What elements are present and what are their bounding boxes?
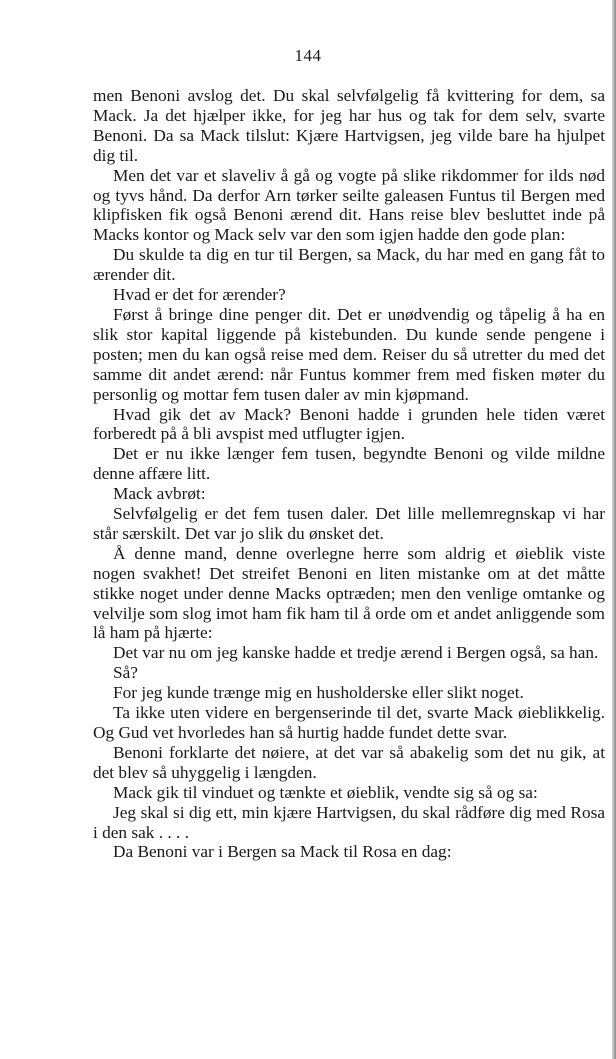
page-edge xyxy=(612,0,616,1059)
paragraph: Benoni forklarte det nøiere, at det var så abakelig som det nu gik, at det blev så uhyggelig i længden. xyxy=(93,742,605,782)
paragraph: men Benoni avslog det. Du skal selvfølgelig få kvittering for dem, sa Mack. Ja det hjælper ikke, for jeg har hus og tak for dem selv, svarte Benoni. Da sa Mack tilslut: Kjære Hartvigsen, jeg vilde bare ha hjulpet dig til. xyxy=(93,86,605,165)
paragraph: Da Benoni var i Bergen sa Mack til Rosa en dag: xyxy=(113,842,452,862)
body-text xyxy=(93,86,605,862)
paragraph: Jeg skal si dig ett, min kjære Hartvigsen, du skal rådføre dig med Rosa i den sak . . . . xyxy=(93,802,605,842)
paragraph: Hvad er det for ærender? xyxy=(113,285,286,305)
paragraph: Så? xyxy=(113,663,138,683)
paragraph: Det var nu om jeg kanske hadde et tredje ærend i Bergen også, sa han. xyxy=(113,643,599,663)
paragraph: Mack avbrøt: xyxy=(113,484,206,504)
paragraph: Mack gik til vinduet og tænkte et øieblik, vendte sig så og sa: xyxy=(113,782,538,802)
paragraph: Ta ikke uten videre en bergenserinde til det, svarte Mack øieblikkelig. Og Gud vet hvorledes han så hurtig hadde fundet dette svar. xyxy=(93,703,605,742)
paragraph: Å denne mand, denne overlegne herre som aldrig et øieblik viste nogen svakhet! Det streifet Benoni en liten mistanke om at det måtte stikke noget under denne Macks optræden; men den venlige omtanke og velvilje som slog imot ham fik ham til å orde om et andet anliggende som lå ham på hjærte: xyxy=(93,543,605,643)
paragraph: Du skulde ta dig en tur til Bergen, sa Mack, du har med en gang fåt to ærender dit. xyxy=(93,245,605,285)
paragraph: Selvfølgelig er det fem tusen daler. Det lille mellemregnskap vi har står særskilt. Det var jo slik du ønsket det. xyxy=(93,504,605,543)
paragraph: Først å bringe dine penger dit. Det er unødvendig og tåpelig å ha en slik stor kapital liggende på kistebunden. Du kunde sende pengene i posten; men du kan også reise med dem. Reiser du så utretter du med det samme dit andet ærend: når Funtus kommer frem med fisken møter du personlig og mottar fem tusen daler av min kjøpmand. xyxy=(93,304,605,404)
paragraph: Hvad gik det av Mack? Benoni hadde i grunden hele tiden været forberedt på å bli avspist med utflugter igjen. xyxy=(93,404,605,444)
page-number: 144 xyxy=(294,46,322,65)
paragraph: Det er nu ikke længer fem tusen, begyndte Benoni og vilde mildne denne affære litt. xyxy=(93,444,605,484)
paragraph: For jeg kunde trænge mig en husholderske eller slikt noget. xyxy=(113,683,524,703)
paragraph: Men det var et slaveliv å gå og vogte på slike rikdommer for ilds nød og tyvs hånd. Da derfor Arn tørker seilte galeasen Funtus til Bergen med klipfisken fik også Benoni ærend dit. Hans reise blev besluttet inde på Macks kontor og Mack selv var den som igjen hadde den gode plan: xyxy=(93,165,605,245)
